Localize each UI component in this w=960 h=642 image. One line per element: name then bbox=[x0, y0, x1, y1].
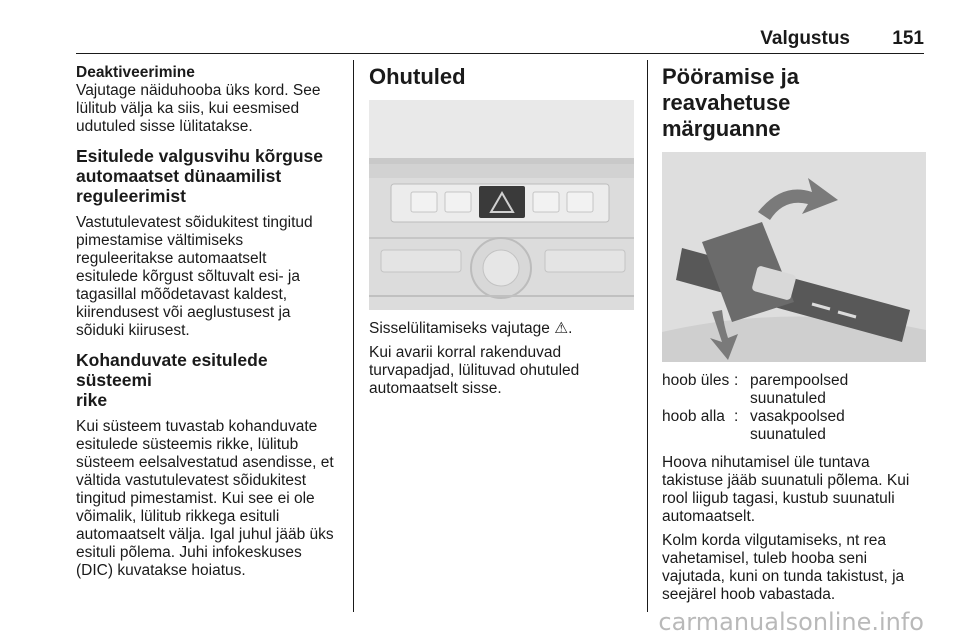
turn-signal-heading-line: märguanne bbox=[662, 116, 781, 141]
fault-heading-line: Kohanduvate esitulede süsteemi bbox=[76, 350, 268, 390]
fault-text-line: süsteem eelsalvestatud asendisse, et bbox=[76, 454, 334, 471]
hazard-press-line bbox=[369, 320, 634, 338]
hazard-triangle-icon: ⚠ bbox=[554, 320, 569, 337]
deactivation-heading: Deaktiveerimine bbox=[76, 64, 195, 81]
column-3 bbox=[662, 64, 928, 604]
column-divider-1 bbox=[353, 60, 354, 612]
page-number: 151 bbox=[892, 28, 924, 49]
definition-term: hoob üles bbox=[662, 372, 730, 389]
definition-term: hoob alla bbox=[662, 408, 725, 425]
definition-desc-line: suunatuled bbox=[750, 390, 826, 407]
turn-signal-text-line: Hoova nihutamisel üle tuntava bbox=[662, 454, 870, 471]
page-header bbox=[76, 28, 924, 52]
deactivation-text-line: udutuled sisse lülitatakse. bbox=[76, 118, 253, 135]
turn-signal-text-line: rool liigub tagasi, kustub suunatuli bbox=[662, 490, 895, 507]
turn-signal-illustration bbox=[662, 152, 926, 362]
turn-signal-text-line: takistuse jääb suunatuli põlema. Kui bbox=[662, 472, 910, 489]
hazard-panel-illustration bbox=[369, 100, 634, 310]
hazard-text-line: Kui avarii korral rakenduvad bbox=[369, 344, 562, 361]
auto-leveling-text-line: tagasillal mõõdetavast kaldest, bbox=[76, 286, 288, 303]
turn-signal-heading-line: Pööramise ja reavahetuse bbox=[662, 64, 799, 115]
turn-signal-lever-drawing bbox=[662, 152, 926, 362]
deactivation-text-line: lülitub välja ka siis, kui eesmised bbox=[76, 100, 300, 117]
site-watermark: carmanualsonline.info bbox=[658, 608, 924, 636]
hazard-heading: Ohutuled bbox=[369, 64, 466, 89]
lane-change-text-line: vajutada, kuni on tunda takistust, ja bbox=[662, 568, 905, 585]
auto-leveling-heading-line: reguleerimist bbox=[76, 186, 186, 206]
column-1 bbox=[76, 64, 342, 580]
auto-leveling-heading-line: Esitulede valgusvihu kõrguse bbox=[76, 146, 324, 166]
turn-signal-text-line: automaatselt. bbox=[662, 508, 756, 525]
lane-change-text-line: vahetamisel, tuleb hooba seni bbox=[662, 550, 868, 567]
definition-desc bbox=[750, 372, 928, 408]
hazard-panel-drawing bbox=[369, 100, 634, 310]
definition-desc-line: vasakpoolsed bbox=[750, 408, 845, 425]
column-divider-2 bbox=[647, 60, 648, 612]
hazard-press-end: . bbox=[568, 320, 573, 337]
fault-text-line: esituli põlema. Juhi infokeskuses bbox=[76, 544, 302, 561]
hazard-text-line: automaatselt sisse. bbox=[369, 380, 502, 397]
deactivation-text-line: Vajutage näiduhooba üks kord. See bbox=[76, 82, 321, 99]
fault-text-line: (DIC) kuvatakse hoiatus. bbox=[76, 562, 246, 579]
auto-leveling-text-line: reguleeritakse automaatselt bbox=[76, 250, 267, 267]
header-rule bbox=[76, 53, 924, 54]
fault-text-line: võimalik, lülitub rikkega esituli bbox=[76, 508, 280, 525]
definition-desc-line: suunatuled bbox=[750, 426, 826, 443]
definition-row bbox=[662, 408, 928, 444]
lane-change-text-line: seejärel hoob vabastada. bbox=[662, 586, 836, 603]
definition-row bbox=[662, 372, 928, 408]
fault-text-line: vältida vastutulevatest sõidukitest bbox=[76, 472, 307, 489]
auto-leveling-text-line: kiirendusest või aeglustusest ja bbox=[76, 304, 291, 321]
section-title: Valgustus bbox=[760, 28, 850, 49]
definition-desc-line: parempoolsed bbox=[750, 372, 849, 389]
auto-leveling-text-line: Vastutulevatest sõidukitest tingitud bbox=[76, 214, 313, 231]
hazard-text-line: turvapadjad, lülituvad ohutuled bbox=[369, 362, 580, 379]
auto-leveling-text-line: esitulede kõrgust sõltuvalt esi- ja bbox=[76, 268, 301, 285]
definition-separator: : bbox=[734, 408, 739, 425]
auto-leveling-text-line: sõiduki kiirusest. bbox=[76, 322, 190, 339]
definition-separator: : bbox=[734, 372, 739, 389]
column-2 bbox=[369, 64, 634, 398]
fault-heading-line: rike bbox=[76, 390, 108, 410]
lane-change-text-line: Kolm korda vilgutamiseks, nt rea bbox=[662, 532, 886, 549]
fault-text-line: esitulede süsteemis rikke, lülitub bbox=[76, 436, 299, 453]
hazard-press-text: Sisselülitamiseks vajutage bbox=[369, 320, 550, 337]
auto-leveling-heading-line: automaatset dünaamilist bbox=[76, 166, 282, 186]
auto-leveling-text-line: pimestamise vältimiseks bbox=[76, 232, 244, 249]
definition-desc bbox=[750, 408, 928, 444]
fault-text-line: Kui süsteem tuvastab kohanduvate bbox=[76, 418, 318, 435]
fault-text-line: automaatselt välja. Igal juhul jääb üks bbox=[76, 526, 334, 543]
fault-text-line: tingitud pimestamist. Kui see ei ole bbox=[76, 490, 315, 507]
